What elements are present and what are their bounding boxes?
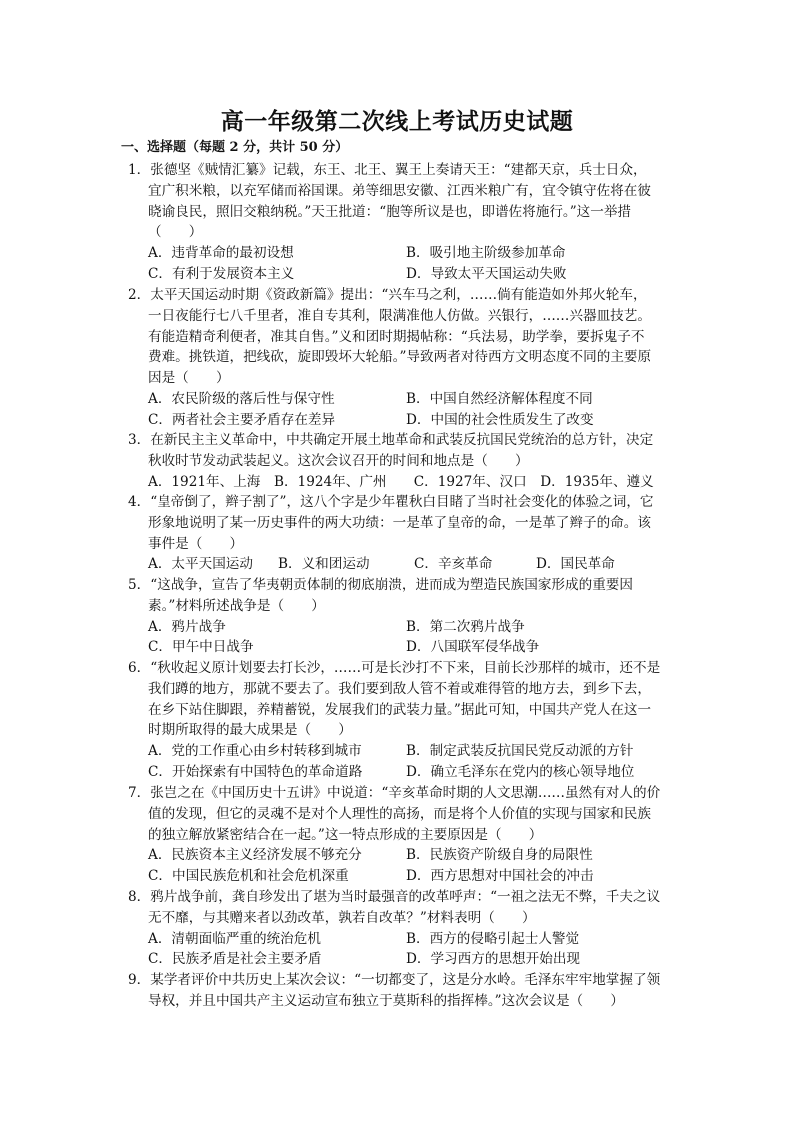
question-2 — [120, 285, 676, 431]
option-a[interactable]: A．清朝面临严重的统治危机 — [148, 930, 321, 947]
question-line: 晓谕良民，照旧交粮纳税。”天王批道：“胞等所议是也，即谱佐将施行。”这一举措 — [148, 203, 632, 220]
section-heading: 一、选择题（每题 2 分，共计 50 分） — [121, 140, 349, 155]
question-line: 费难。挑铁道，把线砍，旋即毁坏大轮船。”导致两者对待西方文明态度不同的主要原 — [148, 349, 652, 366]
question-line: 1．张德坚《贼情汇纂》记载，东王、北王、翼王上奏请天王：“建都天京，兵士日众， — [128, 162, 647, 178]
option-b[interactable]: B．民族资产阶级自身的局限性 — [406, 847, 593, 864]
question-line: 导权，并且中国共产主义运动宣布独立于莫斯科的指挥棒。”这次会议是（ ） — [148, 992, 624, 1009]
option-b[interactable]: B．第二次鸦片战争 — [406, 618, 525, 635]
option-a[interactable]: A．党的工作重心由乡村转移到城市 — [148, 743, 362, 760]
options — [120, 929, 676, 971]
option-c[interactable]: C．甲午中日战争 — [148, 639, 254, 656]
question-line: 无不靡，与其赠来者以劲改革，孰若自改革？”材料表明（ ） — [148, 909, 536, 926]
question-line: （ ） — [148, 224, 203, 241]
options — [120, 554, 676, 575]
question-4 — [120, 492, 676, 575]
option-a[interactable]: A．民族资本主义经济发展不够充分 — [148, 847, 362, 864]
option-b[interactable]: B．西方的侵略引起士人警觉 — [406, 930, 580, 947]
question-line: 一日夜能行七八千里者，准自专其利，限满准他人仿做。兴银行，……兴器皿技艺。 — [148, 307, 651, 324]
option-c[interactable]: C．开始探索有中国特色的革命道路 — [148, 763, 363, 780]
page-title: 高一年级第二次线上考试历史试题 — [220, 109, 574, 135]
question-7 — [120, 783, 676, 887]
question-line: 有能造精奇利便者，准其自售。”义和团时期揭帖称：“兵法易，助学拳，要拆鬼子不 — [148, 328, 645, 345]
option-b[interactable]: B．中国自然经济解体程度不同 — [406, 390, 593, 407]
question-line: 时期所取得的最大成果是（ ） — [148, 722, 352, 739]
options-single-line[interactable]: A．1921年、上海 B．1924年、广州 C．1927年、汉口 D．1935年、遵义 — [148, 473, 654, 490]
question-line: 值的发现，但它的灵魂不是对个人理性的高扬，而是将个人价值的实现与国家和民族 — [148, 805, 651, 822]
question-line: 形象地说明了某一历史事件的两大功绩：一是革了皇帝的命，一是革了辫子的命。该 — [148, 514, 651, 531]
question-6 — [120, 658, 676, 783]
question-3 — [120, 430, 676, 492]
option-d[interactable]: D．八国联军侵华战争 — [406, 639, 540, 656]
option-d[interactable]: D．学习西方的思想开始出现 — [406, 951, 581, 968]
question-line: 因是（ ） — [148, 370, 230, 387]
question-line: 的独立解放紧密结合在一起。”这一特点形成的主要原因是（ ） — [148, 826, 543, 843]
question-line: 2．太平天国运动时期《资政新篇》提出：“兴车马之利，……倘有能造如外邦火轮车， — [128, 287, 647, 303]
question-line: 3．在新民主主义革命中，中共确定开展土地革命和武装反抗国民党统治的总方针，决定 — [128, 432, 654, 448]
question-line: 9．某学者评价中共历史上某次会议：“一切都变了，这是分水岭。毛泽东牢牢地掌握了领 — [128, 972, 661, 988]
question-line: 素。”材料所述战争是（ ） — [148, 597, 325, 614]
option-c[interactable]: C．辛亥革命 — [414, 556, 493, 573]
option-b[interactable]: B．制定武装反抗国民党反动派的方针 — [406, 743, 634, 760]
question-line: 我们蹲的地方，那就不要去了。我们要到敌人管不着或难得管的地方去，到乡下去， — [148, 680, 651, 697]
option-c[interactable]: C．中国民族危机和社会危机深重 — [148, 868, 349, 885]
options — [120, 243, 676, 285]
question-1 — [120, 160, 676, 285]
option-d[interactable]: D．中国的社会性质发生了改变 — [406, 411, 594, 428]
options — [120, 389, 676, 431]
options — [120, 617, 676, 659]
question-line: 7．张岂之在《中国历史十五讲》中说道：“辛亥革命时期的人文思潮……虽然有对人的价 — [128, 785, 661, 801]
options — [120, 845, 676, 887]
options — [120, 472, 676, 493]
question-line: 在乡下站住脚跟，养精蓄锐，发展我们的武装力量。”据此可知，中国共产党人在这一 — [148, 701, 652, 718]
question-line: 5．“这战争，宣告了华夷朝贡体制的彻底崩溃，进而成为塑造民族国家形成的重要因 — [128, 577, 633, 593]
option-a[interactable]: A．鸦片战争 — [148, 618, 226, 635]
question-line: 秋收时节发动武装起义。这次会议召开的时间和地点是（ ） — [148, 452, 529, 469]
question-5 — [120, 575, 676, 658]
option-b[interactable]: B．吸引地主阶级参加革命 — [406, 245, 566, 262]
option-c[interactable]: C．民族矛盾是社会主要矛盾 — [148, 951, 322, 968]
question-8 — [120, 887, 676, 970]
option-d[interactable]: D．确立毛泽东在党内的核心领导地位 — [406, 763, 635, 780]
question-9 — [120, 970, 676, 1012]
option-c[interactable]: C．有利于发展资本主义 — [148, 265, 295, 282]
option-a[interactable]: A．农民阶级的落后性与保守性 — [148, 390, 335, 407]
options — [120, 741, 676, 783]
option-c[interactable]: C．两者社会主要矛盾存在差异 — [148, 411, 336, 428]
option-a[interactable]: A．太平天国运动 — [148, 556, 253, 573]
option-d[interactable]: D．导致太平天国运动失败 — [406, 265, 567, 282]
question-line: 6．“秋收起义原计划要去打长沙，……可是长沙打不下来，目前长沙那样的城市，还不是 — [128, 660, 661, 676]
option-b[interactable]: B．义和团运动 — [278, 556, 370, 573]
option-d[interactable]: D．西方思想对中国社会的冲击 — [406, 868, 594, 885]
question-line: 事件是（ ） — [148, 535, 244, 552]
option-d[interactable]: D．国民革命 — [536, 556, 615, 573]
question-line: 宜广积米粮，以充军储而裕国课。弟等细思安徽、江西米粮广有，宜令镇守佐将在彼 — [148, 182, 651, 199]
question-line: 4．“皇帝倒了，辫子割了”，这八个字是少年瞿秋白目睹了当时社会变化的体验之词，它 — [128, 494, 654, 510]
question-line: 8．鸦片战争前，龚自珍发出了堪为当时最强音的改革呼声：“一祖之法无不弊，千夫之议 — [128, 889, 661, 905]
option-a[interactable]: A．违背革命的最初设想 — [148, 245, 294, 262]
